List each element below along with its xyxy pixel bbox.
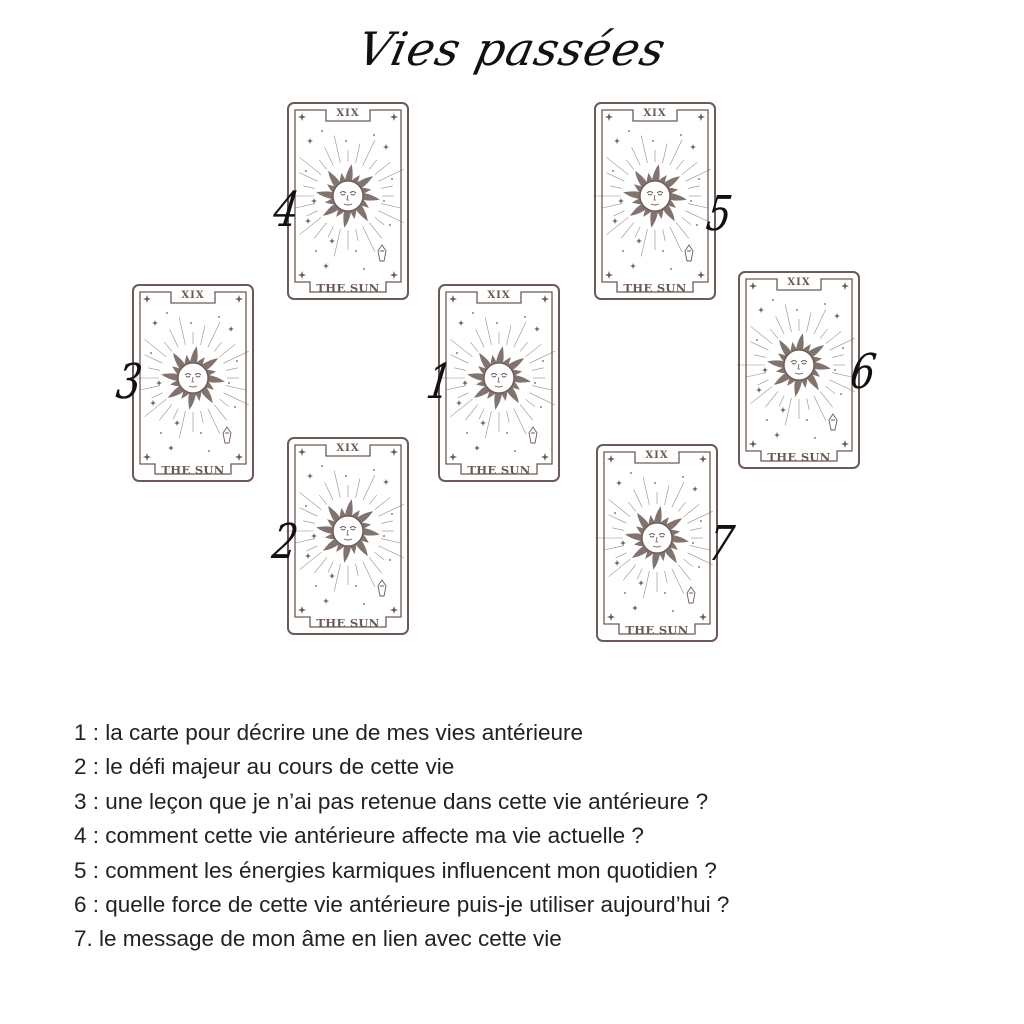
sun-card-illustration: [737, 270, 861, 470]
legend-line-2: 2 : le défi majeur au cours de cette vie: [74, 754, 455, 780]
legend-line-7: 7. le message de mon âme en lien avec cette vie: [74, 926, 562, 952]
card-name: THE SUN: [161, 463, 225, 477]
position-number-2: 2: [269, 514, 302, 570]
card-roman-numeral: XIX: [181, 290, 205, 301]
card-roman-numeral: XIX: [787, 277, 811, 288]
position-number-3: 3: [113, 354, 146, 410]
card-roman-numeral: XIX: [645, 450, 669, 461]
legend-line-6: 6 : quelle force de cette vie antérieure puis-je utiliser aujourd’hui ?: [74, 891, 730, 917]
legend-line-1: 1 : la carte pour décrire une de mes vies antérieure: [74, 720, 584, 745]
tarot-card-1[interactable]: [437, 283, 561, 483]
card-name: THE SUN: [623, 281, 687, 295]
position-number-7: 7: [705, 516, 738, 572]
legend-line-4: 4 : comment cette vie antérieure affecte ma vie actuelle ?: [74, 823, 644, 849]
position-number-5: 5: [703, 186, 736, 242]
card-name: THE SUN: [316, 281, 380, 295]
sun-card-illustration: [593, 101, 717, 301]
card-name: THE SUN: [316, 616, 380, 630]
tarot-card-4[interactable]: [286, 101, 410, 301]
position-number-1: 1: [423, 354, 456, 410]
tarot-card-6[interactable]: [737, 270, 861, 470]
page-title: Vies passées: [352, 22, 672, 76]
card-name: THE SUN: [767, 450, 831, 464]
card-roman-numeral: XIX: [336, 443, 360, 454]
position-legend: [74, 716, 994, 957]
legend-line-3: 3 : une leçon que je n’ai pas retenue dans cette vie antérieure ?: [74, 788, 709, 814]
tarot-card-5[interactable]: [593, 101, 717, 301]
card-name: THE SUN: [467, 463, 531, 477]
card-roman-numeral: XIX: [643, 108, 667, 119]
sun-card-illustration: [286, 436, 410, 636]
card-roman-numeral: XIX: [487, 290, 511, 301]
sun-card-illustration: [437, 283, 561, 483]
position-number-4: 4: [270, 182, 303, 238]
tarot-card-2[interactable]: [286, 436, 410, 636]
sun-card-illustration: [595, 443, 719, 643]
card-name: THE SUN: [625, 623, 689, 637]
tarot-card-3[interactable]: [131, 283, 255, 483]
position-number-6: 6: [847, 344, 880, 400]
sun-card-illustration: [286, 101, 410, 301]
sun-card-illustration: [131, 283, 255, 483]
legend-line-5: 5 : comment les énergies karmiques influencent mon quotidien ?: [74, 857, 717, 883]
card-roman-numeral: XIX: [336, 108, 360, 119]
tarot-card-7[interactable]: [595, 443, 719, 643]
